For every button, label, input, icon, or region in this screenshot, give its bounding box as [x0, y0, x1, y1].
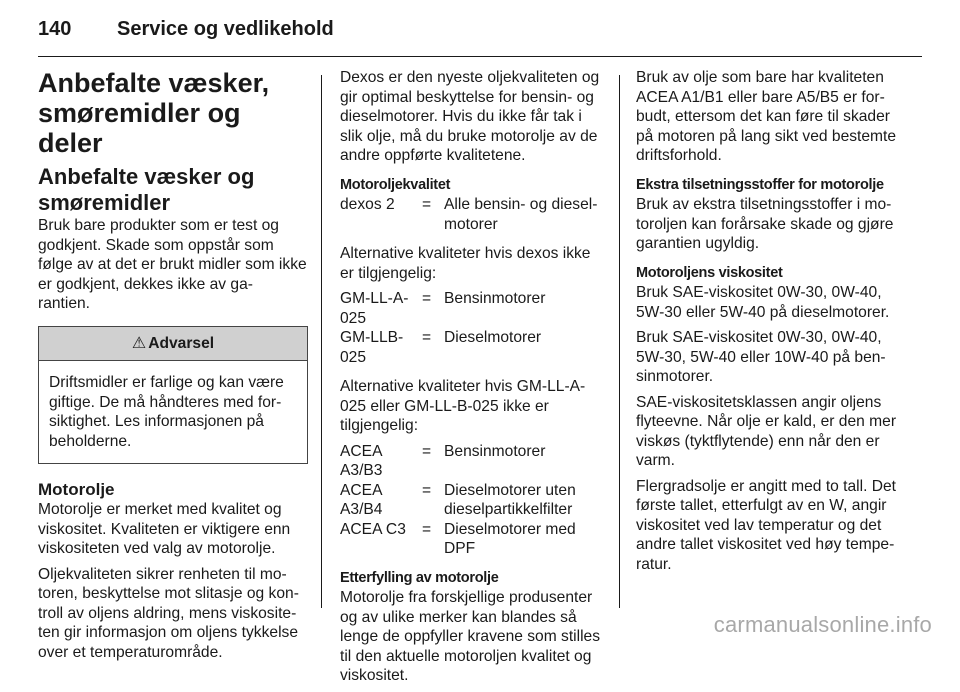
spec-key: dexos 2	[340, 196, 395, 213]
warning-header	[39, 327, 307, 362]
spec-key: ACEA A3/B3	[340, 442, 383, 479]
viscosity-paragraph-4: Flergradsolje er angitt med to tall. Det første tallet, etterfulgt av en W, angir viskositet ved lav temperatur og det andre tallet viskositet ved høy tempe- ratur.	[636, 477, 897, 573]
spec-value: Bensinmotorer	[444, 442, 546, 460]
spec-key: GM-LL-A-025	[340, 290, 409, 327]
warning-title: Advarsel	[148, 334, 215, 352]
watermark: carmanualsonline.info	[713, 612, 932, 637]
spec-value: Dieselmotorer uten dieselpartikkelfilter	[444, 481, 576, 518]
alternative-paragraph-2: Alternative kvaliteter hvis GM-LL-A-025 eller GM-LL-B-025 ikke er tilgjengelig:	[340, 378, 586, 434]
motorolje-paragraph-1: Motorolje er merket med kvalitet og viskositet. Kvaliteten er viktigere enn viskositeten ved valg av motorolje.	[38, 501, 291, 557]
acea-paragraph: Bruk av olje som bare har kvaliteten ACEA A1/B1 eller bare A5/B5 er for- budt, ettersom det kan føre til skader på motoren på lang sikt ved bestemte driftsforhold.	[636, 69, 897, 164]
spec-equals: =	[422, 442, 432, 460]
viscosity-paragraph-2: Bruk SAE-viskositet 0W-30, 0W-40, 5W-30, 5W-40 eller 10W-40 på ben- sinmotorer.	[636, 329, 886, 385]
spec-row	[340, 520, 602, 559]
spec-group-acea	[340, 442, 602, 559]
spec-key: ACEA C3	[340, 520, 406, 538]
column-2	[340, 68, 602, 692]
spec-equals: =	[422, 520, 432, 538]
spec-value: Alle bensin- og diesel- motorer	[444, 196, 598, 233]
column-divider-2	[619, 75, 620, 608]
spec-key: ACEA A3/B4	[340, 481, 383, 518]
spec-row	[340, 328, 602, 367]
spec-value: Dieselmotorer med DPF	[444, 520, 576, 557]
spec-equals: =	[422, 329, 432, 346]
spec-value: Dieselmotorer	[444, 329, 542, 346]
refill-heading: Etterfylling av motorolje	[340, 569, 499, 586]
spec-value: Bensinmotorer	[444, 290, 546, 307]
spec-key: GM-LLB-025	[340, 329, 404, 366]
spec-group-dexos	[340, 195, 602, 234]
section-title: Anbefalte væsker, smøremidler og deler	[38, 68, 270, 158]
additives-heading: Ekstra tilsetningsstoffer for motorolje	[636, 176, 884, 193]
warning-body: Driftsmidler er farlige og kan være giftige. De må håndteres med for- siktighet. Les informasjonen på beholderne.	[49, 374, 284, 450]
column-3	[636, 68, 900, 580]
warning-icon: ⚠	[131, 334, 147, 352]
motorolje-heading: Motorolje	[38, 480, 115, 499]
dexos-paragraph: Dexos er den nyeste oljekvaliteten og gir optimal beskyttelse for bensin- og dieselmotorer. Hvis du ikke får tak i slik olje, må du bruke motorolje av de andre oppførte kvalitetene.	[340, 69, 600, 164]
subsection-title: Anbefalte væsker og smøremidler	[38, 164, 255, 215]
column-divider-1	[321, 75, 322, 608]
warning-box	[38, 326, 308, 465]
spec-row	[340, 289, 602, 328]
alternative-paragraph-1: Alternative kvaliteter hvis dexos ikke er tilgjengelig:	[340, 245, 591, 282]
spec-equals: =	[422, 196, 432, 213]
spec-row	[340, 481, 602, 520]
motorolje-paragraph-2: Oljekvaliteten sikrer renheten til mo- toren, beskyttelse mot slitasje og kon- troll av oljens aldring, mens viskosite- ten gir informasjon om oljens tykkelse over et temperaturområde.	[38, 565, 299, 661]
page-number: 140	[38, 18, 72, 40]
spec-group-gm	[340, 289, 602, 367]
refill-paragraph: Motorolje fra forskjellige produsenter og av ulike merker kan blandes så lenge de oppfyller kravene som stilles til den aktuelle motoroljen kvalitet og viskositet.	[340, 589, 601, 684]
spec-equals: =	[422, 481, 432, 499]
header-rule	[38, 56, 922, 57]
spec-row	[340, 195, 602, 234]
running-title: Service og vedlikehold	[117, 18, 334, 40]
intro-paragraph: Bruk bare produkter som er test og godkjent. Skade som oppstår som følge av at det er brukt midler som ikke er godkjent, dekkes ikke av ga- rantien.	[38, 217, 307, 312]
spec-equals: =	[422, 290, 432, 307]
oil-quality-heading: Motoroljekvalitet	[340, 176, 451, 193]
viscosity-paragraph-3: SAE-viskositetsklassen angir oljens flyteevne. Når olje er kald, er den mer viskøs (tyktflytende) enn når den er varm.	[636, 393, 897, 469]
viscosity-paragraph-1: Bruk SAE-viskositet 0W-30, 0W-40, 5W-30 eller 5W-40 på dieselmotorer.	[636, 284, 890, 321]
additives-paragraph: Bruk av ekstra tilsetningsstoffer i mo- toroljen kan forårsake skade og gjøre garantien ugyldig.	[636, 196, 894, 252]
viscosity-heading: Motoroljens viskositet	[636, 264, 783, 281]
spec-row	[340, 442, 602, 481]
column-1	[38, 68, 308, 668]
